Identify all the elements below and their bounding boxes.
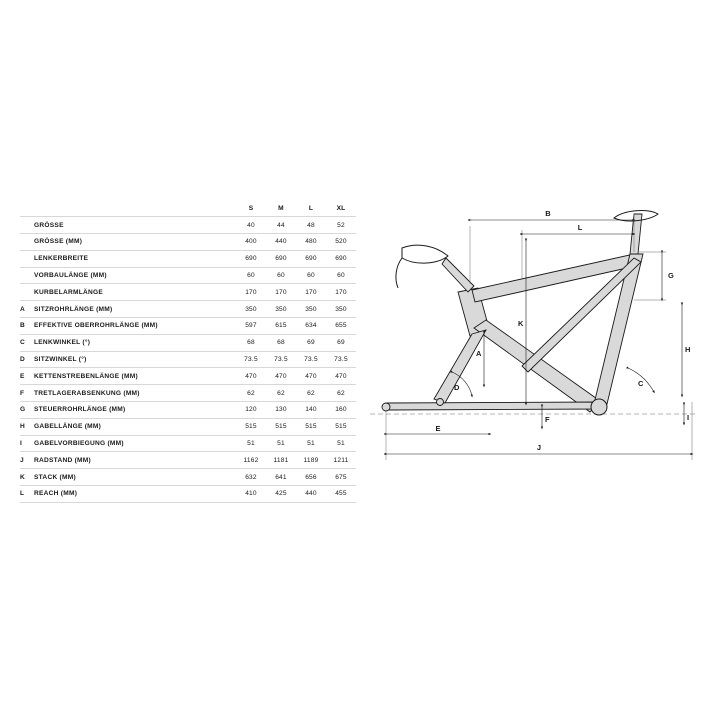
row-code bbox=[20, 217, 34, 234]
row-label: LENKWINKEL (°) bbox=[34, 339, 91, 347]
dim-label-e: E bbox=[435, 424, 441, 433]
row-value-m: 425 bbox=[275, 490, 287, 498]
row-value-l: 62 bbox=[307, 389, 315, 397]
row-value-xl: 690 bbox=[335, 255, 347, 263]
row-label: GRÖSSE (MM) bbox=[34, 238, 83, 246]
row-label: LENKERBREITE bbox=[34, 255, 89, 263]
row-value-xl: 160 bbox=[335, 406, 347, 414]
row-value-xl: 170 bbox=[335, 288, 347, 296]
row-label: KURBELARMLÄNGE bbox=[34, 288, 104, 296]
row-value-m: 1181 bbox=[273, 456, 289, 464]
row-label: GABELVORBIEGUNG (MM) bbox=[34, 440, 124, 448]
row-label: STEUERROHRLÄNGE (MM) bbox=[34, 406, 126, 414]
row-value-l: 51 bbox=[307, 440, 315, 448]
row-label: EFFEKTIVE OBERROHRLÄNGE (MM) bbox=[34, 322, 158, 330]
bottom-bracket bbox=[591, 399, 607, 415]
row-value-l: 656 bbox=[305, 473, 317, 481]
table-row bbox=[20, 301, 356, 318]
row-code: G bbox=[20, 406, 26, 414]
row-value-m: 51 bbox=[277, 440, 285, 448]
row-code: A bbox=[20, 305, 25, 313]
row-label: VORBAULÄNGE (MM) bbox=[34, 272, 107, 280]
dim-label-b: B bbox=[545, 209, 551, 218]
row-value-xl: 62 bbox=[337, 389, 345, 397]
dim-label-j: J bbox=[536, 443, 542, 452]
dim-label-g: G bbox=[668, 271, 674, 280]
header-size-l: L bbox=[308, 204, 314, 212]
table-row bbox=[20, 250, 356, 267]
row-code: E bbox=[20, 372, 25, 380]
row-value-l: 73.5 bbox=[304, 356, 318, 364]
row-label: REACH (MM) bbox=[34, 490, 78, 498]
front-dropout bbox=[437, 399, 444, 406]
row-value-l: 634 bbox=[305, 322, 317, 330]
row-code: L bbox=[20, 490, 25, 498]
row-label: SITZROHRLÄNGE (MM) bbox=[34, 305, 113, 313]
row-value-s: 350 bbox=[245, 305, 257, 313]
brake-lever bbox=[396, 258, 402, 288]
row-code: K bbox=[20, 473, 25, 481]
row-value-l: 470 bbox=[305, 372, 317, 380]
header-code-column bbox=[20, 200, 34, 217]
row-value-xl: 520 bbox=[335, 238, 347, 246]
row-value-m: 130 bbox=[275, 406, 287, 414]
row-value-xl: 52 bbox=[337, 221, 345, 229]
row-value-l: 515 bbox=[305, 423, 317, 431]
row-value-s: 632 bbox=[245, 473, 257, 481]
row-value-s: 51 bbox=[247, 440, 255, 448]
table-row bbox=[20, 452, 356, 469]
header-size-s: S bbox=[248, 204, 254, 212]
dim-label-l: L bbox=[577, 223, 583, 232]
row-value-s: 597 bbox=[245, 322, 257, 330]
row-value-l: 69 bbox=[307, 339, 315, 347]
row-label: GRÖSSE bbox=[34, 221, 64, 229]
row-value-s: 470 bbox=[245, 372, 257, 380]
row-label: RADSTAND (MM) bbox=[34, 456, 91, 464]
dim-label-f: F bbox=[545, 415, 550, 424]
row-value-xl: 515 bbox=[335, 423, 347, 431]
dim-label-c: C bbox=[638, 379, 644, 388]
table-row bbox=[20, 368, 356, 385]
row-label: KETTENSTREBENLÄNGE (MM) bbox=[34, 372, 138, 380]
row-value-s: 400 bbox=[245, 238, 257, 246]
row-value-xl: 470 bbox=[335, 372, 347, 380]
row-label: STACK (MM) bbox=[34, 473, 76, 481]
row-value-l: 690 bbox=[305, 255, 317, 263]
table-row bbox=[20, 284, 356, 301]
table-row bbox=[20, 486, 356, 503]
row-code: F bbox=[20, 389, 25, 397]
row-value-m: 641 bbox=[275, 473, 287, 481]
row-value-s: 170 bbox=[245, 288, 257, 296]
row-value-xl: 69 bbox=[337, 339, 345, 347]
row-value-l: 1189 bbox=[303, 456, 319, 464]
table-row bbox=[20, 318, 356, 335]
table-row bbox=[20, 351, 356, 368]
stem bbox=[442, 258, 474, 292]
dim-label-a: A bbox=[476, 349, 482, 358]
row-code: I bbox=[20, 440, 23, 448]
row-code: J bbox=[20, 456, 24, 464]
row-value-xl: 455 bbox=[335, 490, 347, 498]
row-label: SITZWINKEL (°) bbox=[34, 356, 87, 364]
row-value-m: 60 bbox=[277, 272, 285, 280]
row-value-s: 120 bbox=[245, 406, 257, 414]
row-value-xl: 73.5 bbox=[334, 356, 348, 364]
header-size-xl: XL bbox=[336, 204, 346, 212]
row-value-l: 350 bbox=[305, 305, 317, 313]
row-label: GABELLÄNGE (MM) bbox=[34, 423, 102, 431]
geometry-table bbox=[20, 200, 356, 503]
row-value-l: 140 bbox=[305, 406, 317, 414]
fork-blade bbox=[434, 330, 486, 403]
frame-geometry-drawing bbox=[362, 196, 704, 486]
table-row bbox=[20, 402, 356, 419]
row-value-s: 410 bbox=[245, 490, 257, 498]
table-header-row bbox=[20, 200, 356, 217]
table-row bbox=[20, 267, 356, 284]
row-value-s: 690 bbox=[245, 255, 257, 263]
row-value-m: 68 bbox=[277, 339, 285, 347]
table-row bbox=[20, 435, 356, 452]
row-value-m: 170 bbox=[275, 288, 287, 296]
row-code bbox=[20, 250, 34, 267]
row-value-xl: 51 bbox=[337, 440, 345, 448]
row-value-s: 1162 bbox=[243, 456, 259, 464]
row-value-l: 170 bbox=[305, 288, 317, 296]
row-code: H bbox=[20, 423, 25, 431]
row-value-s: 515 bbox=[245, 423, 257, 431]
row-value-xl: 350 bbox=[335, 305, 347, 313]
row-value-m: 44 bbox=[277, 221, 285, 229]
row-label: TRETLAGERABSENKUNG (MM) bbox=[34, 389, 140, 397]
row-value-m: 470 bbox=[275, 372, 287, 380]
row-code: C bbox=[20, 339, 25, 347]
row-code bbox=[20, 267, 34, 284]
row-value-m: 62 bbox=[277, 389, 285, 397]
row-value-m: 515 bbox=[275, 423, 287, 431]
dim-label-d: D bbox=[454, 383, 460, 392]
row-value-m: 440 bbox=[275, 238, 287, 246]
header-size-m: M bbox=[278, 204, 284, 212]
row-value-m: 690 bbox=[275, 255, 287, 263]
row-value-l: 60 bbox=[307, 272, 315, 280]
row-code bbox=[20, 284, 34, 301]
row-value-m: 350 bbox=[275, 305, 287, 313]
row-value-xl: 60 bbox=[337, 272, 345, 280]
row-value-xl: 675 bbox=[335, 473, 347, 481]
table-row bbox=[20, 385, 356, 402]
table-row bbox=[20, 418, 356, 435]
table-row bbox=[20, 334, 356, 351]
row-value-s: 62 bbox=[247, 389, 255, 397]
row-code: D bbox=[20, 356, 25, 364]
dim-label-k: K bbox=[518, 319, 524, 328]
down-tube bbox=[474, 320, 600, 412]
row-value-l: 48 bbox=[307, 221, 315, 229]
row-value-m: 73.5 bbox=[274, 356, 288, 364]
dim-label-i: I bbox=[687, 413, 690, 422]
row-value-l: 480 bbox=[305, 238, 317, 246]
row-value-xl: 655 bbox=[335, 322, 347, 330]
handlebar bbox=[402, 245, 448, 263]
row-value-l: 440 bbox=[305, 490, 317, 498]
geometry-table-container bbox=[20, 200, 356, 503]
row-value-s: 68 bbox=[247, 339, 255, 347]
row-code: B bbox=[20, 322, 25, 330]
row-value-xl: 1211 bbox=[333, 456, 349, 464]
top-tube bbox=[472, 254, 636, 302]
table-row bbox=[20, 469, 356, 486]
row-value-s: 40 bbox=[247, 221, 255, 229]
dim-label-h: H bbox=[685, 345, 691, 354]
row-value-m: 615 bbox=[275, 322, 287, 330]
row-code bbox=[20, 234, 34, 251]
table-row bbox=[20, 234, 356, 251]
chain-stay bbox=[386, 402, 601, 410]
header-label-column bbox=[34, 200, 236, 217]
rear-dropout bbox=[382, 403, 390, 411]
row-value-s: 73.5 bbox=[244, 356, 258, 364]
table-row bbox=[20, 217, 356, 234]
row-value-s: 60 bbox=[247, 272, 255, 280]
